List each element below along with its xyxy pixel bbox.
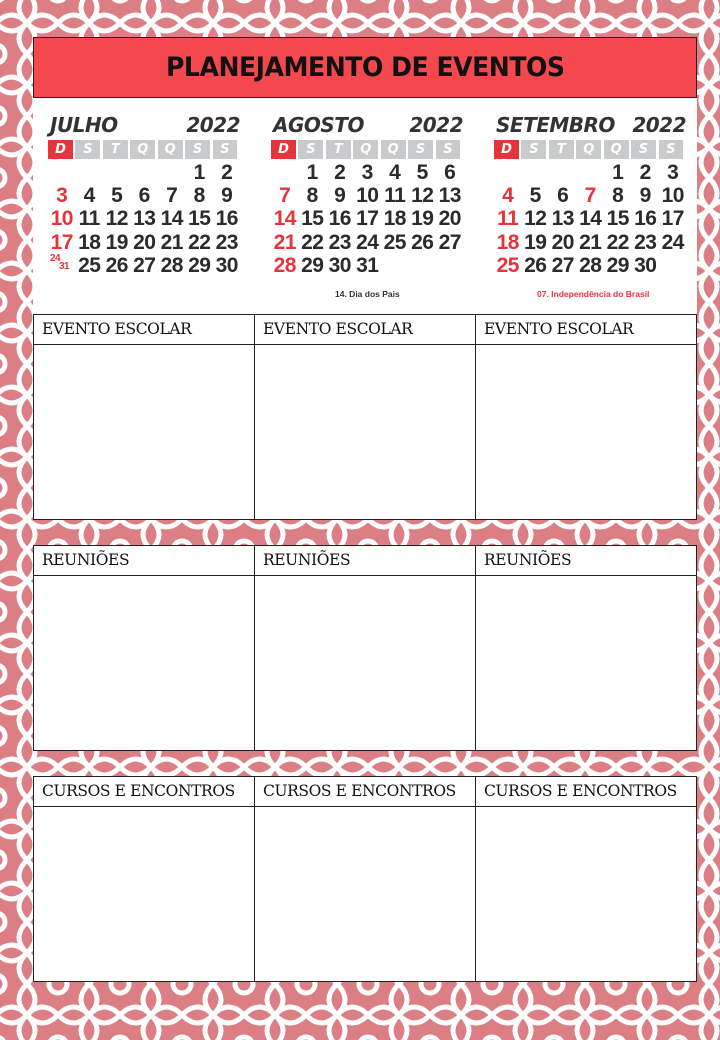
calendar-day: 9 xyxy=(639,184,651,208)
weekday-label: Q xyxy=(604,140,629,159)
calendar-day: 27 xyxy=(133,253,156,277)
calendar-day: 21 xyxy=(579,230,602,254)
calendar-day: 11 xyxy=(78,207,100,231)
calendar-day: 11 xyxy=(384,184,406,208)
month-calendar xyxy=(48,113,240,277)
section-reunioes xyxy=(33,545,697,751)
writing-area[interactable] xyxy=(34,576,254,750)
calendar-day: 29 xyxy=(188,253,211,277)
column-header: EVENTO ESCOLAR xyxy=(34,315,254,345)
weekday-label: Q xyxy=(353,140,378,159)
writing-area[interactable] xyxy=(476,345,696,519)
weekday-label: S xyxy=(521,140,546,159)
calendar-day: 8 xyxy=(193,184,205,208)
calendar-day: 25 xyxy=(383,230,406,254)
calendar-panel xyxy=(33,98,697,316)
month-calendar xyxy=(494,113,686,299)
calendar-day: 27 xyxy=(438,230,461,254)
calendar-day: 6 xyxy=(557,184,569,208)
planner-column xyxy=(476,315,696,519)
calendar-day: 17 xyxy=(661,207,684,231)
planner-column xyxy=(255,777,476,981)
weekday-label: D xyxy=(271,140,296,159)
calendar-day: 18 xyxy=(383,207,406,231)
calendar-day: 14 xyxy=(160,207,183,231)
writing-area[interactable] xyxy=(34,345,254,519)
calendar-day: 1 xyxy=(193,161,205,184)
calendar-day: 14 xyxy=(579,207,602,231)
calendar-day: 10 xyxy=(356,184,379,208)
planner-column xyxy=(34,546,255,750)
calendar-day: 25 xyxy=(78,253,101,277)
month-year: 2022 xyxy=(409,113,463,137)
calendar-day: 2 xyxy=(221,161,233,184)
calendar-day: 4 xyxy=(502,184,514,208)
writing-area[interactable] xyxy=(255,576,475,750)
calendar-day: 30 xyxy=(215,253,238,277)
month-header xyxy=(271,113,463,139)
planner-column xyxy=(476,777,696,981)
column-header: EVENTO ESCOLAR xyxy=(255,315,475,345)
calendar-day: 8 xyxy=(612,184,624,208)
column-header: REUNIÕES xyxy=(255,546,475,576)
weekday-label: S xyxy=(298,140,323,159)
calendar-day: 1 xyxy=(612,161,624,184)
calendar-day: 30 xyxy=(634,253,657,277)
calendar-day: 16 xyxy=(215,207,238,231)
calendar-day: 21 xyxy=(160,230,183,254)
weekday-label: S xyxy=(75,140,100,159)
calendar-day: 19 xyxy=(411,207,434,231)
holiday-note: 07. Independência do Brasil xyxy=(537,289,650,299)
calendar-day: 2 xyxy=(639,161,651,184)
weekday-label: S xyxy=(659,140,684,159)
calendar-day: 15 xyxy=(301,207,324,231)
planner-column xyxy=(34,315,255,519)
calendar-day: 24 31 xyxy=(50,252,70,272)
calendar-day: 5 xyxy=(529,184,541,208)
calendar-day: 15 xyxy=(606,207,629,231)
calendar-day: 7 xyxy=(584,184,596,208)
month-name: JULHO xyxy=(50,113,118,137)
calendar-day: 28 xyxy=(273,253,296,277)
calendar-day: 10 xyxy=(661,184,684,208)
weekday-row xyxy=(271,140,463,159)
weekday-label: Q xyxy=(130,140,155,159)
calendar-day: 23 xyxy=(215,230,238,254)
calendar-day: 18 xyxy=(496,230,519,254)
calendar-day: 22 xyxy=(188,230,211,254)
calendar-day: 23 xyxy=(634,230,657,254)
column-header: CURSOS E ENCONTROS xyxy=(34,777,254,807)
calendar-day: 17 xyxy=(50,230,73,254)
weekday-label: T xyxy=(549,140,574,159)
column-header: REUNIÕES xyxy=(34,546,254,576)
month-header xyxy=(48,113,240,139)
column-header: EVENTO ESCOLAR xyxy=(476,315,696,345)
calendar-day: 22 xyxy=(606,230,629,254)
calendar-day: 6 xyxy=(138,184,150,208)
calendar-day: 29 xyxy=(301,253,324,277)
weekday-label: T xyxy=(103,140,128,159)
calendar-day: 16 xyxy=(634,207,657,231)
calendar-day: 3 xyxy=(667,161,679,184)
calendar-day: 12 xyxy=(411,184,434,208)
section-evento-escolar xyxy=(33,314,697,520)
page-title: PLANEJAMENTO DE EVENTOS xyxy=(165,52,565,83)
calendar-day: 2 xyxy=(334,161,346,184)
writing-area[interactable] xyxy=(34,807,254,981)
calendar-day: 26 xyxy=(411,230,434,254)
calendar-day: 29 xyxy=(606,253,629,277)
writing-area[interactable] xyxy=(476,807,696,981)
calendar-day: 9 xyxy=(221,184,233,208)
calendar-day: 13 xyxy=(438,184,461,208)
calendar-day: 19 xyxy=(524,230,547,254)
month-year: 2022 xyxy=(186,113,240,137)
calendar-day: 12 xyxy=(524,207,547,231)
weekday-label: S xyxy=(185,140,210,159)
calendar-day: 28 xyxy=(579,253,602,277)
column-header: CURSOS E ENCONTROS xyxy=(255,777,475,807)
title-banner xyxy=(33,37,697,98)
calendar-day: 19 xyxy=(105,230,128,254)
weekday-row xyxy=(494,140,686,159)
weekday-label: D xyxy=(494,140,519,159)
calendar-day: 4 xyxy=(389,161,401,184)
planner-column xyxy=(476,546,696,750)
writing-area[interactable] xyxy=(255,345,475,519)
calendar-day: 7 xyxy=(279,184,291,208)
writing-area[interactable] xyxy=(476,576,696,750)
calendar-day: 12 xyxy=(105,207,128,231)
calendar-day: 5 xyxy=(111,184,123,208)
calendar-day: 11 xyxy=(497,207,519,231)
weekday-label: Q xyxy=(158,140,183,159)
column-header: REUNIÕES xyxy=(476,546,696,576)
calendar-day: 24 xyxy=(356,230,379,254)
calendar-day: 27 xyxy=(551,253,574,277)
calendar-day: 20 xyxy=(438,207,461,231)
weekday-label: S xyxy=(213,140,238,159)
weekday-label: T xyxy=(326,140,351,159)
calendar-day: 9 xyxy=(334,184,346,208)
weekday-label: S xyxy=(436,140,461,159)
calendar-day: 18 xyxy=(78,230,101,254)
month-name: SETEMBRO xyxy=(496,113,615,137)
calendar-day: 25 xyxy=(496,253,519,277)
calendar-day: 7 xyxy=(166,184,178,208)
month-name: AGOSTO xyxy=(273,113,364,137)
calendar-day: 5 xyxy=(416,161,428,184)
weekday-row xyxy=(48,140,240,159)
month-header xyxy=(494,113,686,139)
calendar-day: 28 xyxy=(160,253,183,277)
weekday-label: S xyxy=(631,140,656,159)
calendar-day: 24 xyxy=(661,230,684,254)
writing-area[interactable] xyxy=(255,807,475,981)
calendar-day: 17 xyxy=(356,207,379,231)
calendar-day: 10 xyxy=(50,207,73,231)
calendar-day: 3 xyxy=(56,184,68,208)
month-year: 2022 xyxy=(632,113,686,137)
weekday-label: Q xyxy=(576,140,601,159)
planner-column xyxy=(34,777,255,981)
calendar-day: 23 xyxy=(328,230,351,254)
calendar-day: 13 xyxy=(551,207,574,231)
calendar-day: 6 xyxy=(444,161,456,184)
holiday-note: 14. Dia dos Pais xyxy=(335,289,400,299)
calendar-day: 26 xyxy=(524,253,547,277)
calendar-day: 13 xyxy=(133,207,156,231)
calendar-day: 4 xyxy=(83,184,95,208)
calendar-day: 3 xyxy=(361,161,373,184)
calendar-day: 1 xyxy=(306,161,318,184)
weekday-label: S xyxy=(408,140,433,159)
calendar-day: 31 xyxy=(356,253,379,277)
calendar-day: 14 xyxy=(273,207,296,231)
planner-column xyxy=(255,315,476,519)
planner-column xyxy=(255,546,476,750)
section-cursos-encontros xyxy=(33,776,697,982)
weekday-label: D xyxy=(48,140,73,159)
calendar-day: 22 xyxy=(301,230,324,254)
calendar-day: 26 xyxy=(105,253,128,277)
calendar-day: 15 xyxy=(188,207,211,231)
calendar-day: 20 xyxy=(133,230,156,254)
calendar-day: 21 xyxy=(273,230,296,254)
calendar-day: 16 xyxy=(328,207,351,231)
calendar-day: 30 xyxy=(328,253,351,277)
month-calendar xyxy=(271,113,463,299)
calendar-day: 8 xyxy=(306,184,318,208)
column-header: CURSOS E ENCONTROS xyxy=(476,777,696,807)
calendar-day: 20 xyxy=(551,230,574,254)
weekday-label: Q xyxy=(381,140,406,159)
